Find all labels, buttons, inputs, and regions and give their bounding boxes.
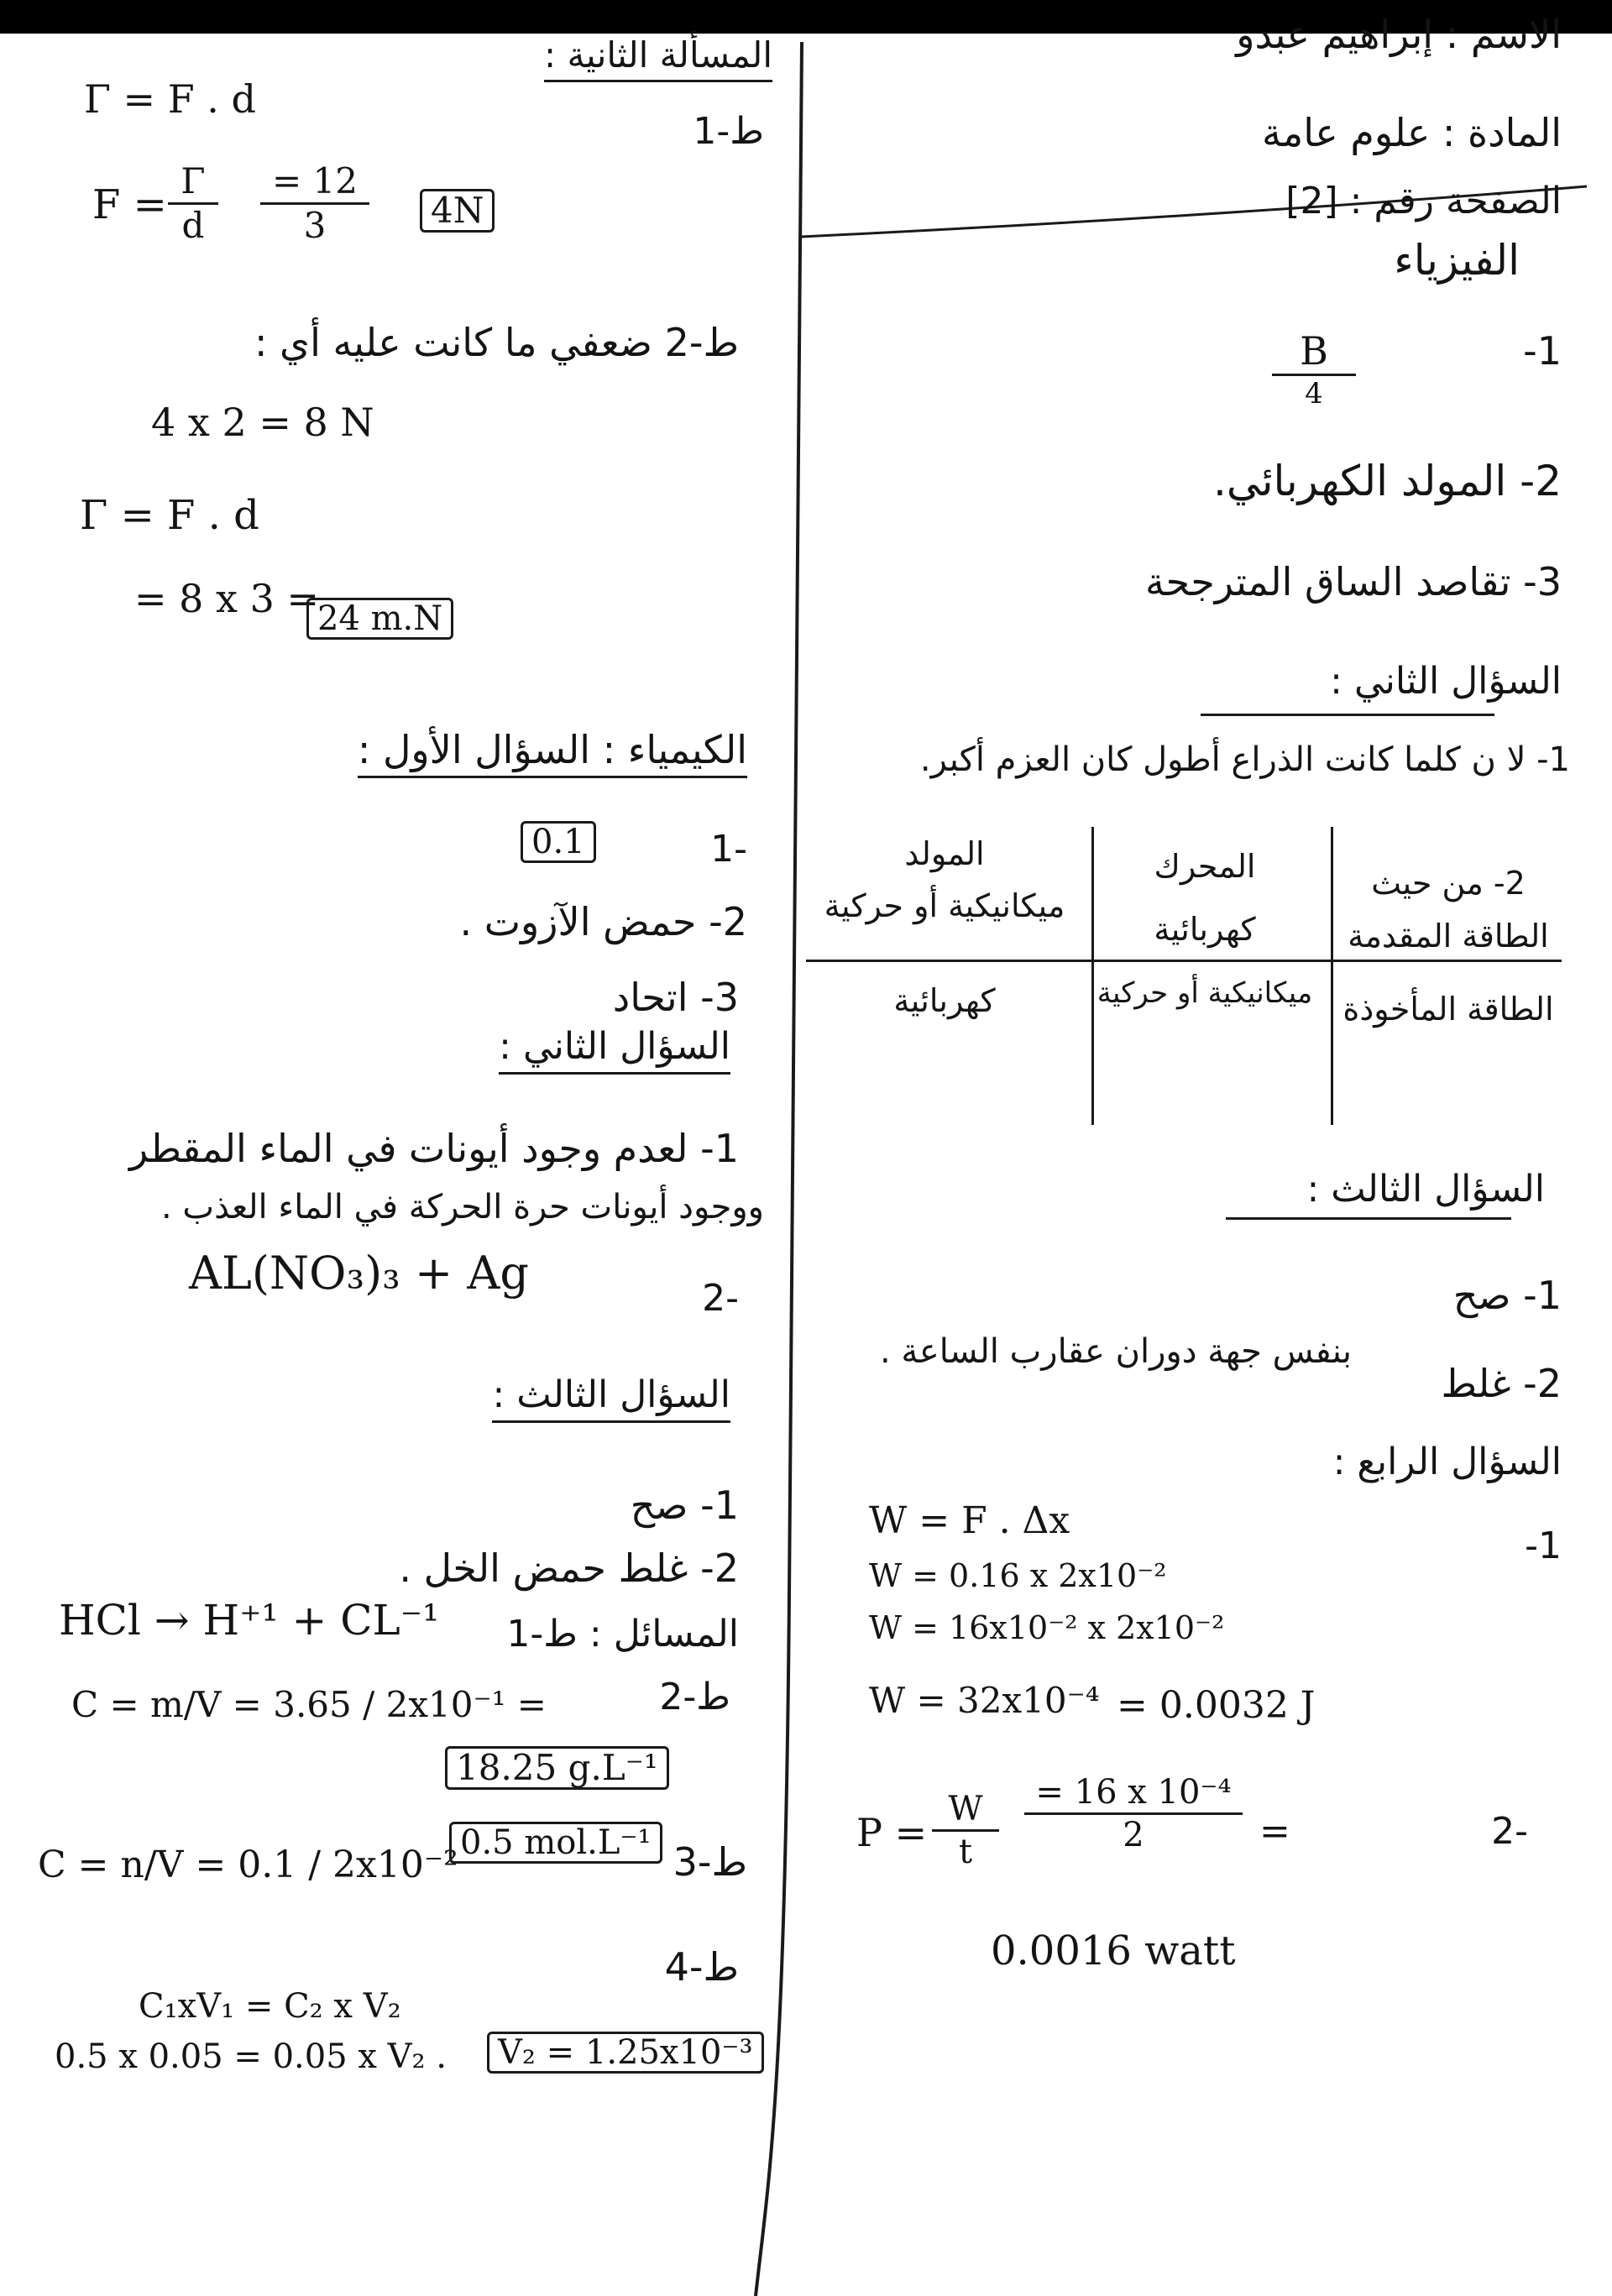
chemistry-part3-result: 0.5 mol.L⁻¹ xyxy=(449,1822,662,1864)
table-vline-2 xyxy=(1331,827,1333,1125)
chemistry-part4-result: V₂ = 1.25x10⁻³ xyxy=(487,2032,764,2074)
physics-problem2-eq2-fraction xyxy=(168,160,218,246)
chemistry-part4-label: ط-4 xyxy=(664,1944,739,1990)
physics-q4-power-middle xyxy=(1024,1773,1243,1854)
fraction-denominator: 2 xyxy=(1123,1816,1144,1854)
physics-q4-line3: W = 16x10⁻² x 2x10⁻² xyxy=(869,1609,1225,1646)
physics-q3-answer2-number: 2- غلط xyxy=(1441,1361,1562,1406)
chemistry-q1-answer3: 3- اتحاد xyxy=(612,975,739,1020)
table-row1-motor: كهربائية xyxy=(1154,911,1256,948)
chemistry-problems-heading: المسائل : ط-1 xyxy=(506,1613,739,1655)
fraction-denominator: t xyxy=(958,1833,973,1871)
chemistry-q1-answer1-box: 0.1 xyxy=(521,821,596,863)
physics-q4-power-result: 0.0016 watt xyxy=(991,1927,1236,1974)
chemistry-q1-answer2: 2- حمض الآزوت . xyxy=(459,899,747,944)
table-header-motor: المحرك xyxy=(1154,848,1256,885)
subject-label: المادة : علوم عامة xyxy=(1261,110,1562,155)
physics-q4-power-equals: = xyxy=(1259,1810,1290,1853)
table-row2-motor: ميكانيكية أو حركية xyxy=(1096,976,1313,1010)
chemistry-q2-answer2-equation: AL(NO₃)₃ + Ag xyxy=(189,1247,529,1300)
physics-q2-answer1: 1- لا ن كلما كانت الذراع أطول كان العزم أكبر. xyxy=(919,740,1570,779)
table-row1-generator: ميكانيكية أو حركية xyxy=(824,887,1065,924)
chemistry-part2-result: 18.25 g.L⁻¹ xyxy=(445,1746,669,1790)
center-vertical-line xyxy=(756,42,802,2296)
chemistry-q3-answer2: 2- غلط حمض الخل . xyxy=(399,1545,739,1591)
chemistry-q3-answer1: 1- صح xyxy=(630,1483,739,1528)
physics-q4-line4: W = 32x10⁻⁴ xyxy=(869,1680,1100,1721)
table-header-generator: المولد xyxy=(904,835,985,872)
fraction-numerator: W xyxy=(948,1790,983,1828)
physics-q3-heading-underline xyxy=(1226,1217,1511,1220)
physics-q4-number2: -2 xyxy=(1491,1810,1528,1853)
physics-q1-answer3: 3- تقاصد الساق المترجحة xyxy=(1144,559,1562,604)
physics-problem2-eq1: Γ = F . d xyxy=(84,76,256,122)
chemistry-part3-equation: C = n/V = 0.1 / 2x10⁻² xyxy=(38,1844,458,1886)
physics-q4-line1: W = F . Δx xyxy=(869,1499,1070,1542)
page-number: الصفحة رقم : [2] xyxy=(1285,180,1562,222)
physics-problem2-heading: المسألة الثانية : xyxy=(544,38,772,82)
physics-q2-heading-underline xyxy=(1201,714,1494,716)
fraction-numerator: = 16 x 10⁻⁴ xyxy=(1035,1773,1232,1812)
table-row2-criterion: الطاقة المأخوذة xyxy=(1342,991,1554,1028)
chemistry-part3-label: ط-3 xyxy=(673,1839,747,1885)
table-hline xyxy=(806,960,1562,962)
physics-problem2-eq5-result: 24 m.N xyxy=(306,598,453,640)
physics-q4-power-left: P = xyxy=(856,1810,928,1855)
chemistry-q2-answer1-continued: ووجود أيونات حرة الحركة في الماء العذب . xyxy=(160,1188,764,1226)
physics-q4-line4-result: = 0.0032 J xyxy=(1117,1684,1316,1727)
physics-q4-line2: W = 0.16 x 2x10⁻² xyxy=(869,1557,1167,1594)
fraction-denominator: 4 xyxy=(1305,377,1323,411)
chemistry-problem-equation: HCl → H⁺¹ + CL⁻¹ xyxy=(59,1596,440,1645)
fraction-numerator: = 12 xyxy=(272,160,358,201)
chemistry-part2-equation: C = m/V = 3.65 / 2x10⁻¹ = xyxy=(71,1684,547,1725)
physics-q3-answer2-correction: بنفس جهة دوران عقارب الساعة . xyxy=(879,1332,1352,1371)
physics-q1-answer1-number: 1- xyxy=(1523,328,1562,374)
fraction-bar xyxy=(1272,374,1356,376)
fraction-numerator: Γ xyxy=(181,160,206,201)
table-header-criterion: 2- من حيث xyxy=(1371,865,1526,902)
physics-q3-answer1: 1- صح xyxy=(1452,1273,1562,1318)
fraction-bar xyxy=(932,1829,999,1832)
physics-problem2-eq2-middle xyxy=(260,160,369,246)
fraction-bar xyxy=(1024,1812,1243,1815)
chemistry-q2-answer1: 1- لعدم وجود أيونات في الماء المقطر xyxy=(129,1126,739,1171)
chemistry-heading: الكيمياء : السؤال الأول : xyxy=(358,730,747,778)
physics-problem2-eq2-result: 4N xyxy=(420,189,495,233)
physics-problem2-eq4: Γ = F . d xyxy=(80,492,259,539)
physics-problem2-eq3: 4 x 2 = 8 N xyxy=(151,400,374,445)
physics-q4-power-fraction xyxy=(932,1792,999,1869)
table-row1-criterion: الطاقة المقدمة xyxy=(1348,918,1549,954)
generator-motor-table xyxy=(806,827,1562,1125)
physics-problem2-part1-label: ط-1 xyxy=(693,110,764,153)
physics-q1-answer2: 2- المولد الكهربائي. xyxy=(1213,457,1562,505)
student-name: الاسم : إبراهيم عبدو xyxy=(1236,12,1562,57)
physics-q1-answer1-fraction xyxy=(1272,328,1356,411)
physics-q2-heading: السؤال الثاني : xyxy=(1330,660,1562,703)
physics-q4-number1: 1- xyxy=(1525,1525,1562,1567)
physics-q4-heading: السؤال الرابع : xyxy=(1332,1441,1562,1483)
physics-problem2-part2: ط-2 ضعفي ما كانت عليه أي : xyxy=(254,320,739,365)
chemistry-q1-answer1-number: -1 xyxy=(710,828,747,871)
chemistry-part2-label: ط-2 xyxy=(659,1676,730,1718)
physics-problem2-eq2-left: F = xyxy=(92,181,167,228)
fraction-denominator: d xyxy=(181,205,205,246)
fraction-denominator: 3 xyxy=(303,205,327,246)
chemistry-q3-heading: السؤال الثالث : xyxy=(492,1377,730,1423)
chemistry-q2-answer2-number: -2 xyxy=(702,1277,739,1320)
physics-problem2-eq5: = 8 x 3 = xyxy=(134,576,320,621)
physics-title: الفيزياء xyxy=(1394,236,1520,285)
physics-q3-heading: السؤال الثالث : xyxy=(1306,1168,1545,1211)
chemistry-part4-eq1: C₁xV₁ = C₂ x V₂ xyxy=(139,1987,401,2026)
chemistry-q2-heading: السؤال الثاني : xyxy=(499,1028,730,1075)
fraction-numerator: B xyxy=(1300,328,1328,374)
chemistry-part4-eq2: 0.5 x 0.05 = 0.05 x V₂ . xyxy=(55,2037,447,2076)
table-row2-generator: كهربائية xyxy=(893,982,996,1019)
